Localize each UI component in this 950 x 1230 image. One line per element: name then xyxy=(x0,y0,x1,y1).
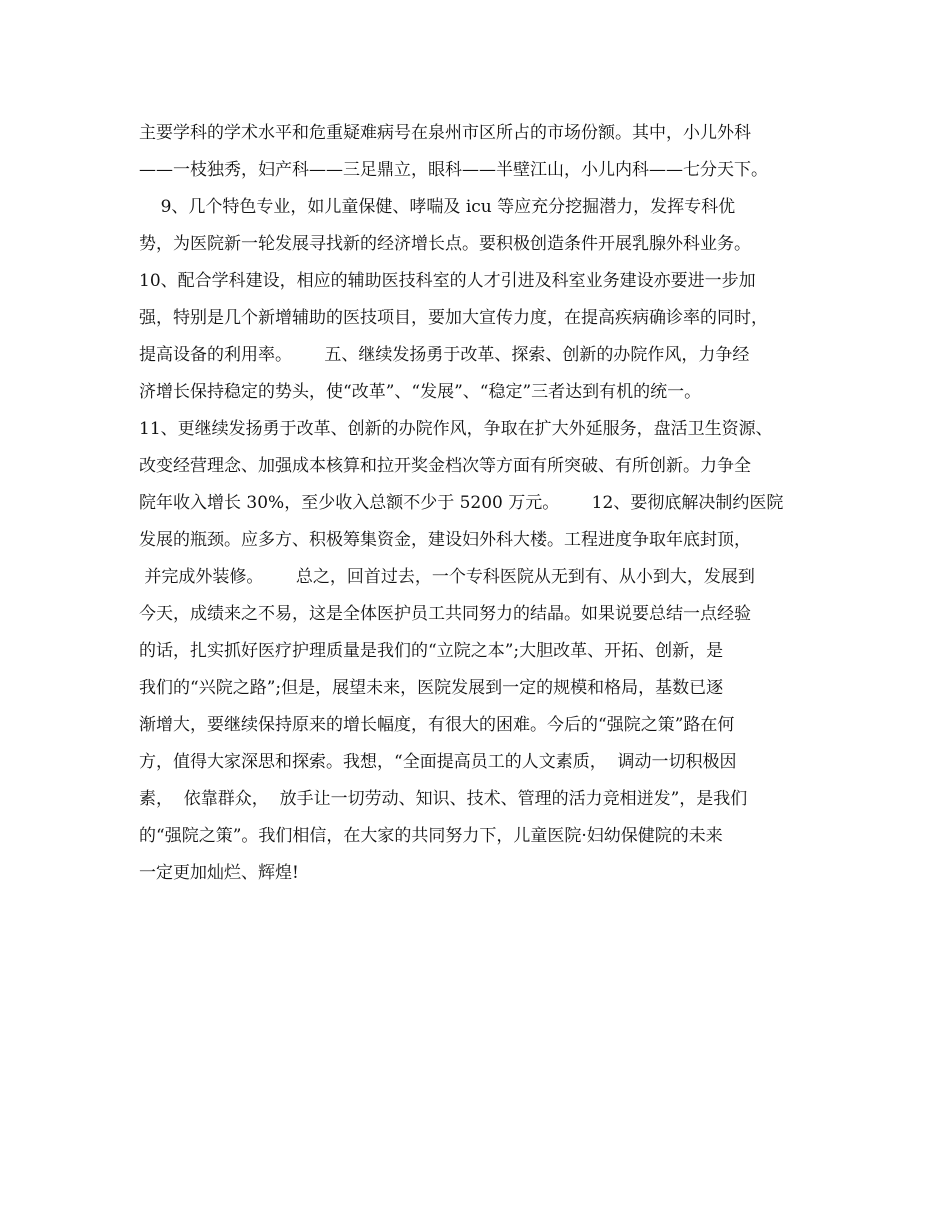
text-line: 11、更继续发扬勇于改革、创新的办院作风，争取在扩大外延服务，盘活卫生资源、 xyxy=(139,419,773,439)
text-line: 发展的瓶颈。应多方、积极筹集资金，建设妇外科大楼。工程进度争取年底封顶， xyxy=(139,530,751,550)
text-line: 的话，扎实抓好医疗护理质量是我们的“立院之本”;大胆改革、开拓、创新，是 xyxy=(139,641,724,661)
text-line: 并完成外装修。 总之，回首过去，一个专科医院从无到有、从小到大，发展到 xyxy=(139,567,755,587)
text-line: 方，值得大家深思和探索。我想，“全面提高员工的人文素质， 调动一切积极因 xyxy=(139,752,737,772)
text-line: 主要学科的学术水平和危重疑难病号在泉州市区所占的市场份额。其中，小儿外科 xyxy=(139,123,751,143)
text-line: 渐增大，要继续保持原来的增长幅度，有很大的困难。今后的“强院之策”路在何 xyxy=(139,715,735,735)
text-line: ——一枝独秀，妇产科——三足鼎立，眼科——半壁江山，小儿内科——七分天下。 xyxy=(139,160,768,180)
text-line: 院年收入增长 30%，至少收入总额不少于 5200 万元。 12、要彻底解决制约医院 xyxy=(139,493,784,513)
text-line: 济增长保持稳定的势头，使“改革”、“发展”、“稳定”三者达到有机的统一。 xyxy=(139,382,702,402)
body-text xyxy=(139,115,839,892)
text-line: 9、几个特色专业，如儿童保健、哮喘及 icu 等应充分挖掘潜力，发挥专科优 xyxy=(139,197,736,217)
text-line: 提高设备的利用率。 五、继续发扬勇于改革、探索、创新的办院作风，力争经 xyxy=(139,345,750,365)
text-line: 今天，成绩来之不易，这是全体医护员工共同努力的结晶。如果说要总结一点经验 xyxy=(139,604,751,624)
text-line: 的“强院之策”。我们相信，在大家的共同努力下，儿童医院·妇幼保健院的未来 xyxy=(139,826,723,846)
text-line: 素， 依靠群众， 放手让一切劳动、知识、技术、管理的活力竞相迸发”，是我们 xyxy=(139,789,748,809)
text-line: 一定更加灿烂、辉煌! xyxy=(139,863,299,883)
text-line: 强，特别是几个新增辅助的医技项目，要加大宣传力度，在提高疾病确诊率的同时， xyxy=(139,308,768,328)
text-line: 我们的“兴院之路”;但是，展望未来，医院发展到一定的规模和格局，基数已逐 xyxy=(139,678,724,698)
text-line: 势，为医院新一轮发展寻找新的经济增长点。要积极创造条件开展乳腺外科业务。 xyxy=(139,234,751,254)
text-line: 10、配合学科建设，相应的辅助医技科室的人才引进及科室业务建设亦要进一步加 xyxy=(139,271,756,291)
text-line: 改变经营理念、加强成本核算和拉开奖金档次等方面有所突破、有所创新。力争全 xyxy=(139,456,751,476)
